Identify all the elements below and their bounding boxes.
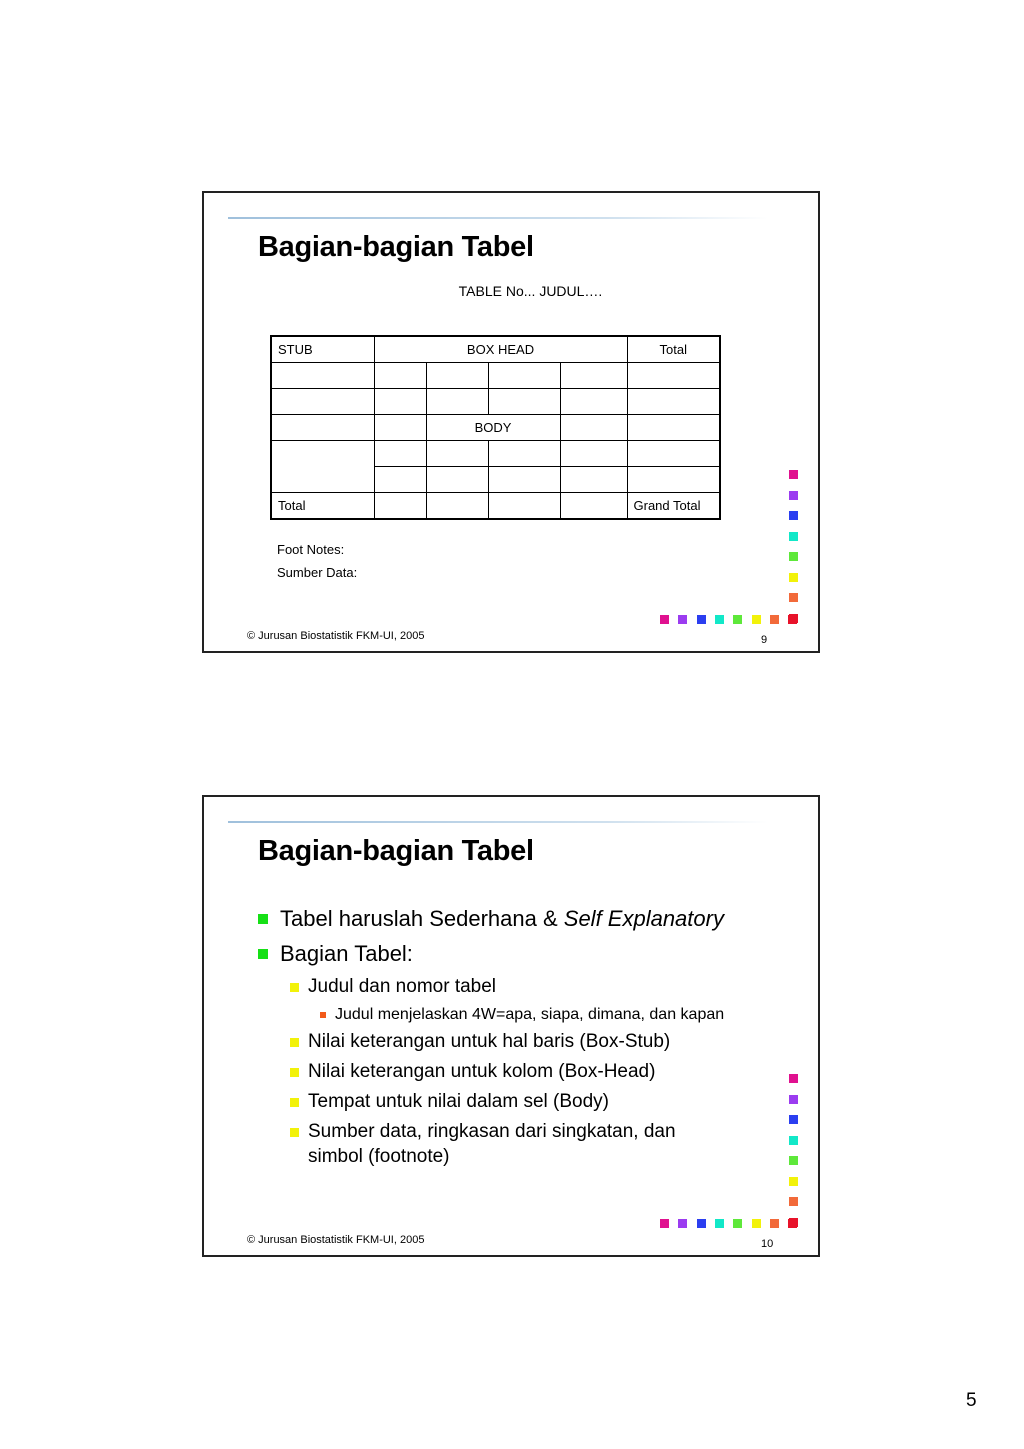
title-rule	[228, 217, 768, 219]
square-bullet-icon	[290, 1128, 299, 1137]
body-cell: BODY	[426, 415, 560, 441]
foot-notes-label: Foot Notes:	[277, 542, 345, 557]
sumber-data-label: Sumber Data:	[277, 565, 358, 580]
decor-square	[678, 1219, 687, 1228]
square-bullet-icon	[290, 1038, 299, 1047]
decor-square	[789, 1197, 798, 1206]
decor-square	[789, 1136, 798, 1145]
sub-bullet-text-cont: simbol (footnote)	[308, 1146, 450, 1167]
slide-footer: © Jurusan Biostatistik FKM-UI, 2005	[247, 1234, 425, 1246]
decor-square	[789, 593, 798, 602]
table-header-row	[271, 336, 720, 363]
bullet-italic-text: Self Explanatory	[563, 906, 724, 931]
decor-square	[788, 1219, 797, 1228]
decor-square	[715, 615, 724, 624]
total-header-cell: Total	[627, 336, 720, 363]
decor-square	[789, 1115, 798, 1124]
square-bullet-icon	[290, 983, 299, 992]
square-bullet-icon	[258, 914, 268, 924]
decor-square	[770, 1219, 779, 1228]
square-bullet-icon	[290, 1098, 299, 1107]
box-head-cell: BOX HEAD	[374, 336, 627, 363]
sub-bullet-text: Sumber data, ringkasan dari singkatan, dan	[308, 1121, 676, 1142]
table-row	[271, 389, 720, 415]
decor-square	[788, 615, 797, 624]
bullet-text: Bagian Tabel:	[280, 941, 413, 966]
slide-number: 10	[761, 1238, 774, 1250]
decor-square	[697, 1219, 706, 1228]
sub-bullet-text: Judul dan nomor tabel	[308, 976, 497, 997]
decor-square	[789, 573, 798, 582]
bullet-text: Tabel haruslah Sederhana &	[280, 906, 564, 931]
table-caption: TABLE No... JUDUL….	[458, 283, 603, 299]
bullet-item	[258, 901, 724, 936]
sub-bullet-item	[258, 1059, 724, 1084]
decor-square	[733, 1219, 742, 1228]
slide-10	[202, 795, 820, 1257]
stub-cell: STUB	[271, 336, 374, 363]
sub-bullet-text: Nilai keterangan untuk kolom (Box-Head)	[308, 1061, 656, 1082]
total-row-cell: Total	[271, 493, 374, 520]
decor-square	[770, 615, 779, 624]
slide-footer: © Jurusan Biostatistik FKM-UI, 2005	[247, 630, 425, 642]
sub-bullet-item	[258, 1089, 724, 1114]
table-total-row	[271, 493, 720, 520]
decor-square	[789, 1074, 798, 1083]
table-row	[271, 363, 720, 389]
decor-square	[678, 615, 687, 624]
decor-square	[715, 1219, 724, 1228]
decor-square	[660, 1219, 669, 1228]
slide-number: 9	[761, 634, 768, 646]
decor-square	[789, 552, 798, 561]
title-rule	[228, 821, 768, 823]
slide-title: Bagian-bagian Tabel	[258, 835, 534, 867]
table-row	[271, 441, 720, 467]
decor-square	[789, 470, 798, 479]
decor-square	[660, 615, 669, 624]
sub-bullet-text: Tempat untuk nilai dalam sel (Body)	[308, 1091, 609, 1112]
square-bullet-icon	[320, 1012, 326, 1018]
sub-sub-bullet-item	[258, 1004, 724, 1026]
decor-square	[789, 511, 798, 520]
decor-square	[752, 1219, 761, 1228]
decor-square	[697, 615, 706, 624]
sub-bullet-item	[258, 1119, 724, 1169]
decor-square	[789, 532, 798, 541]
decor-square	[752, 615, 761, 624]
table-row	[271, 415, 720, 441]
sub-bullet-text: Nilai keterangan untuk hal baris (Box-Stub)	[308, 1031, 671, 1052]
decor-square	[789, 1177, 798, 1186]
decor-square	[733, 615, 742, 624]
page-number: 5	[966, 1390, 977, 1411]
square-bullet-icon	[258, 949, 268, 959]
square-bullet-icon	[290, 1068, 299, 1077]
sub-sub-bullet-text: Judul menjelaskan 4W=apa, siapa, dimana, dan kapan	[335, 1006, 725, 1023]
table-template	[270, 335, 721, 520]
decor-square	[789, 491, 798, 500]
decor-square	[789, 1095, 798, 1104]
slide-9	[202, 191, 820, 653]
bullet-item	[258, 936, 724, 971]
decor-square	[789, 1156, 798, 1165]
slide-title: Bagian-bagian Tabel	[258, 231, 534, 263]
bullet-list	[258, 901, 724, 1174]
sub-bullet-item	[258, 1029, 724, 1054]
grand-total-cell: Grand Total	[627, 493, 720, 520]
sub-bullet-item	[258, 974, 724, 999]
